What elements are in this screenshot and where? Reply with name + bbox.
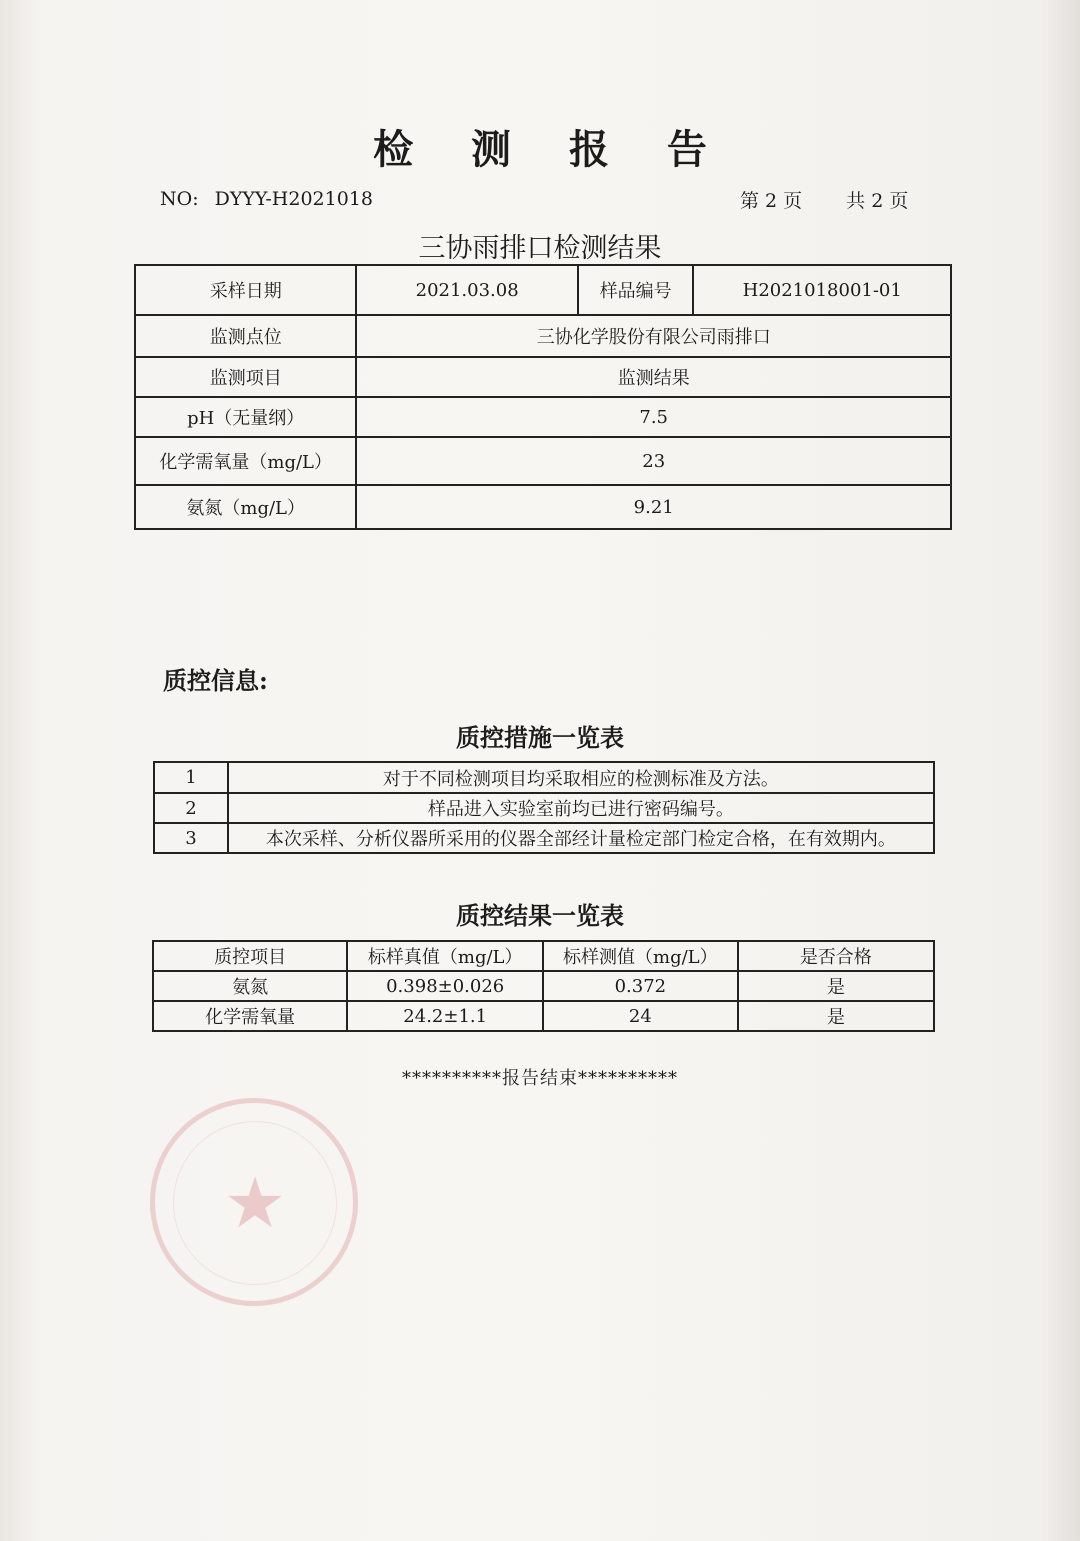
table-row (154, 823, 934, 853)
result-value: 7.5 (356, 397, 951, 437)
sample-no-label: 样品编号 (578, 265, 694, 315)
report-number (160, 188, 373, 210)
results-section-title: 三协雨排口检测结果 (418, 233, 662, 264)
column-header: 是否合格 (738, 941, 934, 971)
table-header-row (153, 941, 934, 971)
table-row (135, 357, 951, 397)
table-cell: 是 (738, 971, 934, 1001)
result-header: 监测结果 (356, 357, 951, 397)
table-cell: 0.398±0.026 (347, 971, 543, 1001)
table-row (135, 315, 951, 357)
report-number-value: DYYY-H2021018 (214, 188, 373, 210)
location-value: 三协化学股份有限公司雨排口 (356, 315, 951, 357)
table-row (153, 971, 934, 1001)
seal-star-icon: ★ (173, 1121, 337, 1285)
result-item: pH（无量纲） (135, 397, 356, 437)
qc-heading: 质控信息: (163, 666, 268, 695)
table-cell: 0.372 (543, 971, 738, 1001)
location-label: 监测点位 (135, 315, 356, 357)
page-total: 共 2 页 (846, 190, 909, 212)
table-row (135, 485, 951, 529)
table-row (135, 437, 951, 485)
column-header: 标样真值（mg/L） (347, 941, 543, 971)
sampling-date-label: 采样日期 (135, 265, 356, 315)
table-cell: 24.2±1.1 (347, 1001, 543, 1031)
table-row (154, 793, 934, 823)
table-cell: 化学需氧量 (153, 1001, 347, 1031)
item-header: 监测项目 (135, 357, 356, 397)
result-item: 氨氮（mg/L） (135, 485, 356, 529)
result-item: 化学需氧量（mg/L） (135, 437, 356, 485)
page-info (740, 186, 908, 213)
measure-no: 3 (154, 823, 228, 853)
qc-results-title: 质控结果一览表 (456, 901, 624, 930)
measure-no: 2 (154, 793, 228, 823)
table-row (154, 762, 934, 793)
qc-results-table (152, 940, 935, 1032)
measure-text: 本次采样、分析仪器所采用的仪器全部经计量检定部门检定合格，在有效期内。 (228, 823, 934, 853)
sample-no-value: H2021018001-01 (693, 265, 951, 315)
column-header: 标样测值（mg/L） (543, 941, 738, 971)
measure-text: 样品进入实验室前均已进行密码编号。 (228, 793, 934, 823)
column-header: 质控项目 (153, 941, 347, 971)
measure-no: 1 (154, 762, 228, 793)
report-end-marker: **********报告结束********** (402, 1068, 678, 1089)
official-seal-stamp (150, 1098, 358, 1306)
table-cell: 24 (543, 1001, 738, 1031)
qc-measures-table (153, 761, 935, 854)
qc-measures-title: 质控措施一览表 (456, 723, 624, 752)
table-row (135, 397, 951, 437)
results-table (134, 264, 952, 530)
result-value: 23 (356, 437, 951, 485)
table-cell: 氨氮 (153, 971, 347, 1001)
result-value: 9.21 (356, 485, 951, 529)
sampling-date-value: 2021.03.08 (356, 265, 578, 315)
report-title: 检 测 报 告 (373, 126, 729, 173)
table-row (153, 1001, 934, 1031)
report-number-label: NO: (160, 188, 199, 210)
measure-text: 对于不同检测项目均采取相应的检测标准及方法。 (228, 762, 934, 793)
table-row (135, 265, 951, 315)
page-current: 第 2 页 (740, 190, 803, 212)
table-cell: 是 (738, 1001, 934, 1031)
